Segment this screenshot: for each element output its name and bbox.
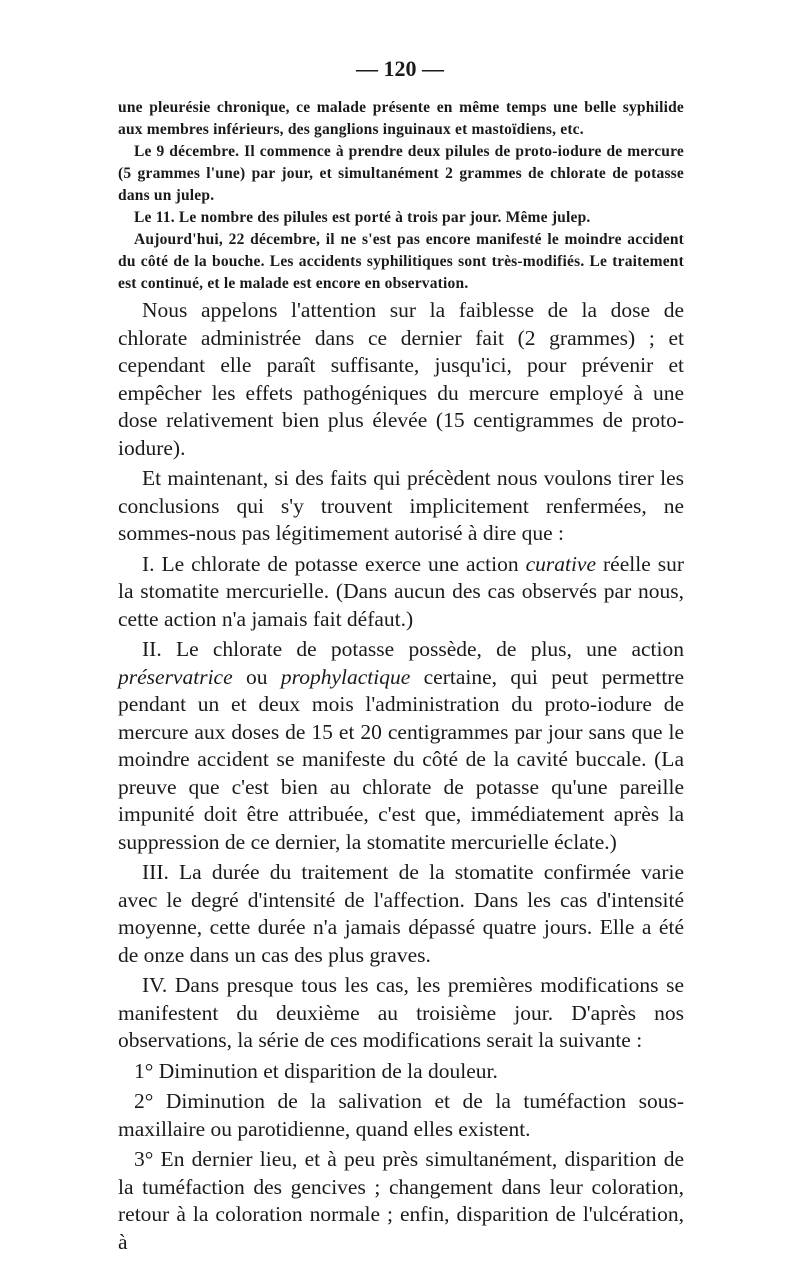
- case-note: Aujourd'hui, 22 décembre, il ne s'est pas encore manifesté le moindre accident du côté de la bouche. Les accidents syphilitiques sont très-modifiés. Le traitement est continué, et le malade est encore en observation.: [118, 231, 684, 292]
- conclusion-3: III. La durée du traitement de la stomatite confirmée varie avec le degré d'intensité de l'affection. Dans les cas d'intensité moyenne, cette durée n'a jamais dépassé quatre jours. Elle a été de onze dans un cas des plus graves.: [118, 860, 684, 967]
- case-note: Le 9 décembre. Il commence à prendre deux pilules de proto-iodure de mercure (5 grammes l'une) par jour, et simultanément 2 grammes de chlorate de potasse dans un julep.: [118, 143, 684, 204]
- case-notes: [118, 97, 684, 295]
- case-note: une pleurésie chronique, ce malade présente en même temps une belle syphilide aux membres inférieurs, des ganglions inguinaux et mastoïdiens, etc.: [118, 99, 684, 138]
- modification-2: 2° Diminution de la salivation et de la tuméfaction sous-maxillaire ou parotidienne, quand elles existent.: [118, 1089, 684, 1141]
- case-note: Le 11. Le nombre des pilules est porté à trois par jour. Même julep.: [134, 209, 591, 226]
- main-text: [118, 297, 684, 1259]
- conclusion-1: I. Le chlorate de potasse exerce une action curative réelle sur la stomatite mercurielle. (Dans aucun des cas observés par nous, cette action n'a jamais fait défaut.): [118, 551, 684, 631]
- page-number: — 120 —: [356, 56, 444, 81]
- paragraph-dose: Nous appelons l'attention sur la faiblesse de la dose de chlorate administrée dans ce dernier fait (2 grammes) ; et cependant elle paraît suffisante, jusqu'ici, pour prévenir et empêcher les effets pathogéniques du mercure employé à une dose relativement bien plus élevée (15 centigrammes de proto-iodure).: [118, 298, 684, 460]
- modification-3: 3° En dernier lieu, et à peu près simultanément, disparition de la tuméfaction des gencives ; changement dans leur coloration, retour à la coloration normale ; enfin, disparition de l'ulcération, à: [118, 1147, 684, 1254]
- modification-1: 1° Diminution et disparition de la douleur.: [134, 1058, 498, 1083]
- conclusion-4: IV. Dans presque tous les cas, les premières modifications se manifestent du deuxième au troisième jour. D'après nos observations, la série de ces modifications serait la suivante :: [118, 973, 684, 1052]
- paragraph-conclusions-intro: Et maintenant, si des faits qui précèdent nous voulons tirer les conclusions qui s'y trouvent implicitement renfermées, ne sommes-nous pas légitimement autorisé à dire que :: [118, 466, 684, 545]
- conclusion-2: II. Le chlorate de potasse possède, de plus, une action préservatrice ou prophylactique certaine, qui peut permettre pendant un et deux mois l'administration du proto-iodure de mercure aux doses de 15 et 20 centigrammes par jour sans que le moindre accident se manifeste du côté de la cavité buccale. (La preuve que c'est bien au chlorate de potasse qu'une pareille impunité doit être attribuée, c'est que, immédiatement après la suppression de ce dernier, la stomatite mercurielle éclate.): [118, 637, 685, 854]
